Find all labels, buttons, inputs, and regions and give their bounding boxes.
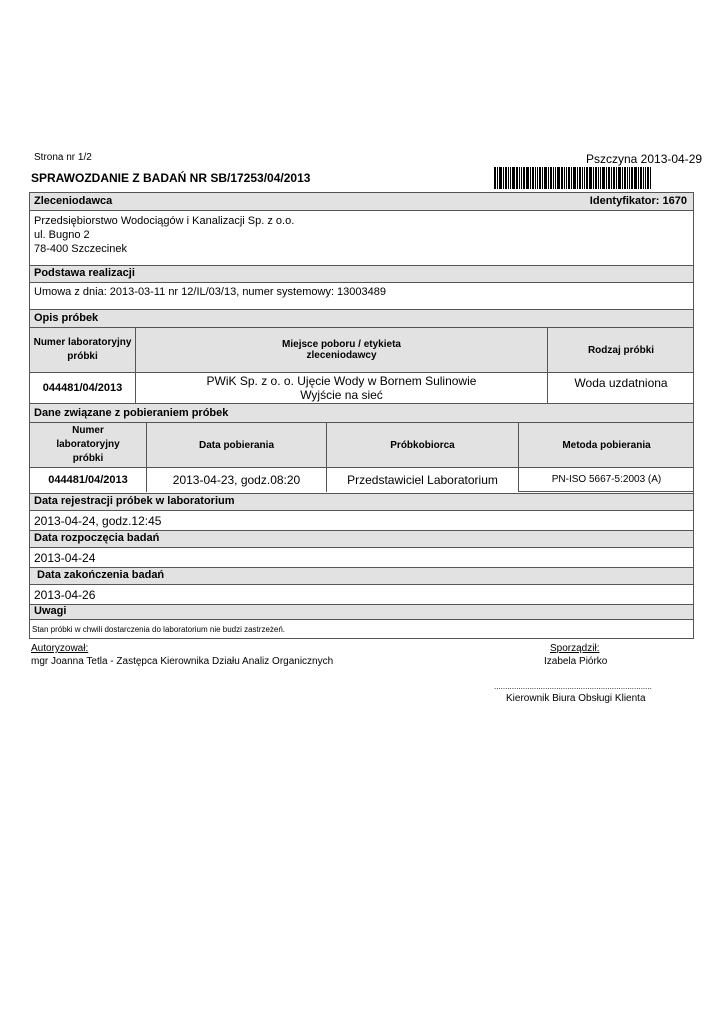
client-address	[34, 214, 294, 256]
sampling-date: 2013-04-23, godz.08:20	[147, 468, 327, 492]
samples-data-row	[30, 373, 693, 403]
sampling-col-sampler: Próbkobiorca	[327, 423, 519, 467]
barcode-image	[494, 167, 652, 189]
basis-text: Umowa z dnia: 2013-03-11 nr 12/IL/03/13, numer systemowy: 13003489	[34, 286, 386, 298]
remarks-text: Stan próbki w chwili dostarczenia do laboratorium nie budzi zastrzeżeń.	[32, 625, 286, 634]
client-header: Zleceniodawca	[34, 195, 113, 207]
sampling-number: 044481/04/2013	[30, 468, 147, 492]
end-value: 2013-04-26	[34, 588, 96, 602]
sampling-header: Dane związane z pobieraniem próbek	[34, 407, 229, 419]
remarks-header-row	[30, 605, 693, 619]
end-header: Data zakończenia badań	[37, 569, 165, 581]
report-box	[29, 192, 694, 639]
samples-col-place: Miejsce poboru / etykieta zleceniodawcy	[136, 328, 548, 372]
start-header: Data rozpoczęcia badań	[34, 532, 160, 544]
start-header-row	[30, 531, 693, 547]
signature-role: Kierownik Biura Obsługi Klienta	[506, 693, 646, 704]
sampling-method: PN-ISO 5667-5:2003 (A)	[519, 468, 694, 492]
client-city: 78-400 Szczecinek	[34, 243, 127, 255]
basis-header-row	[30, 266, 693, 282]
sampling-columns-row	[30, 423, 693, 467]
client-name: Przedsiębiorstwo Wodociągów i Kanalizacji Sp. z o.o.	[34, 215, 295, 227]
authorized-name: mgr Joanna Tetla - Zastępca Kierownika Działu Analiz Organicznych	[31, 656, 334, 667]
sample-number: 044481/04/2013	[30, 373, 136, 403]
sampling-data-row	[30, 468, 693, 492]
samples-col-type: Rodzaj próbki	[587, 344, 655, 356]
prepared-name: Izabela Piórko	[544, 656, 608, 667]
client-header-row	[30, 193, 693, 210]
client-identifier: Identyfikator: 1670	[589, 195, 687, 207]
sampling-col-date: Data pobierania	[147, 423, 327, 467]
sampling-col-number: Numer laboratoryjny próbki	[30, 423, 147, 467]
authorized-label: Autoryzował:	[31, 643, 89, 654]
registration-header-row	[30, 494, 693, 510]
client-street: ul. Bugno 2	[34, 229, 90, 241]
sampling-header-row	[30, 404, 693, 422]
sample-place	[136, 373, 548, 403]
registration-value: 2013-04-24, godz.12:45	[34, 514, 162, 528]
basis-header: Podstawa realizacji	[34, 267, 135, 279]
signature-dots: .......................................................................	[494, 682, 652, 691]
samples-header: Opis próbek	[34, 312, 99, 324]
registration-header: Data rejestracji próbek w laboratorium	[34, 495, 235, 507]
sample-type: Woda uzdatniona	[574, 376, 668, 390]
sample-place-line1: PWiK Sp. z o. o. Ujęcie Wody w Bornem Sulinowie	[206, 374, 477, 388]
sampling-sampler: Przedstawiciel Laboratorium	[327, 468, 519, 492]
samples-columns-row	[30, 328, 693, 372]
samples-col-number: Numer laboratoryjny próbki	[30, 328, 136, 372]
end-header-row	[30, 568, 693, 584]
remarks-header: Uwagi	[34, 605, 67, 617]
start-value: 2013-04-24	[34, 551, 96, 565]
sample-place-line2: Wyjście na sieć	[300, 388, 383, 402]
samples-header-row	[30, 310, 693, 327]
sampling-col-method: Metoda pobierania	[562, 439, 651, 451]
report-title: SPRAWOZDANIE Z BADAŃ NR SB/17253/04/2013	[31, 171, 311, 185]
place-date: Pszczyna 2013-04-29	[586, 152, 703, 166]
prepared-label: Sporządził:	[550, 643, 600, 654]
page-number: Strona nr 1/2	[34, 152, 92, 163]
